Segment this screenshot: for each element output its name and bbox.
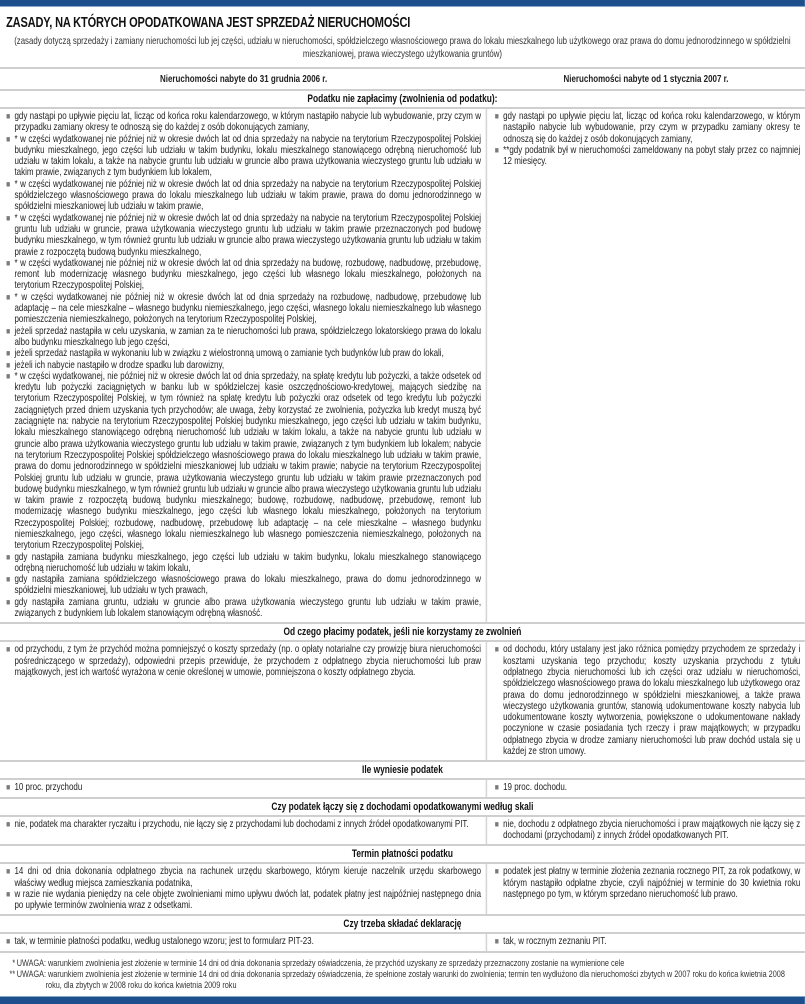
- list-item: [495, 866, 801, 900]
- list-item-text: tak, w terminie płatności podatku, według ustalonego wzoru; jest to formularz PIT-23.: [14, 935, 314, 948]
- section-cell-left: [0, 817, 487, 845]
- list-item-text: gdy nastąpi po upływie pięciu lat, licząc od końca roku kalendarzowego, w którym nastąpiło nabycie lub wybudowanie, przy czym w przypadku zamiany okresy te odnoszą się do każdej z osób dokonujących zamiany,: [14, 110, 482, 134]
- bullet-list: [6, 936, 481, 947]
- section-row: [0, 642, 805, 760]
- list-item-text: gdy nastąpiła zamiana gruntu, udziału w gruncie albo prawa użytkowania wieczystego gruntu lub udziału w takim prawie, związanych z budynkiem lub lokalem stanowiącym odrębną własność.: [14, 595, 482, 620]
- list-item-text: * w części wydatkowanej nie później niż w okresie dwóch lat od dnia sprzedaży na rozbudowę, nadbudowę, przebudowę lub adaptację – na cele mieszkalne – własnego budynku niemieszkalnego, jego części, własnego lokalu niemieszkalnego lub własnego pomieszczenia niemieszkalnego, położonych na terytorium Rzeczypospolitej Polskiej,: [14, 290, 482, 326]
- list-item-text: * w części wydatkowanej nie później niż w okresie dwóch lat od dnia sprzedaży na nabycie na terytorium Rzeczypospolitej Polskiej budynku mieszkalnego, jego części lub udziału w takim budynku, lokalu mieszkalnego stanowiącego odrębną nieruchomość lub udziału w takim lokalu, a także na nabycie gruntu lub udziału w gruncie albo prawa użytkowania wieczystego gruntu lub udziału w takim prawie, związanych z tym budynkiem lub lokalem,: [14, 132, 482, 179]
- bullet-icon: ■: [494, 644, 499, 655]
- section-cell-left: [0, 642, 487, 760]
- bullet-list: [495, 936, 801, 947]
- section-row: [0, 109, 805, 622]
- section-cell-left: [0, 780, 487, 796]
- list-item: [495, 111, 801, 145]
- bullet-icon: ■: [6, 782, 11, 793]
- section-heading: Czy trzeba składać deklarację: [343, 918, 462, 931]
- section-cell-left: [0, 934, 487, 950]
- bullet-list: [6, 819, 481, 830]
- bullet-list: [495, 111, 801, 167]
- list-item: [6, 111, 481, 134]
- list-item-text: * w części wydatkowanej, nie później niż w okresie dwóch lat od dnia sprzedaży, na spłatę kredytu lub pożyczki, a także odsetek od kredytu lub pożyczki zaciągniętych w banku lub w spółdzielczej kasie oszczędnościowo-kredytowej, mających siedzibę na terytorium Rzeczypospolitej Polskiej, w tym również na spłatę kredytu lub pożyczki oraz odsetek od tego kredytu lub pożyczki zaciągniętych przed dniem uzyskania tych przychodów; ale uwaga, żeby korzystać ze zwolnienia, pożyczka lub kredyt muszą być zaciągnięte na: nabycie na terytorium Rzeczypospolitej Polskiej budynku mieszkalnego, jego części lub udziału w takim budynku, lokalu mieszkalnego stanowiącego odrębną nieruchomość lub udziału w takim lokalu, a także na nabycie gruntu lub udziału w gruncie albo prawa użytkowania wieczystego gruntu lub udziału w takim prawie, związanych z tym budynkiem lub lokalem; nabycie na terytorium Rzeczypospolitej Polskiej spółdzielczego własnościowego prawa do lokalu mieszkalnego lub udziału w takim prawie, prawa do domu jednorodzinnego w spółdzielni mieszkaniowej lub udziału w takim prawie; nabycie na terytorium Rzeczypospolitej Polskiej gruntu lub udziału w gruncie, prawa użytkowania wieczystego gruntu lub udziału w takim prawie przeznaczonych pod budowę budynku mieszkalnego, w tym również gruntu lub udziału w gruncie albo prawa wieczystego użytkowania gruntu lub udziału w takim prawie z rozpoczętą budową budynku mieszkalnego; budowę, rozbudowę, nadbudowę, przebudowę, remont lub modernizację własnego budynku mieszkalnego, jego części lub własnego lokalu mieszkalnego, położonych na terytorium Rzeczypospolitej Polskiej; rozbudowę, nadbudowę, przebudowę lub adaptację – na cele mieszkalne – własnego budynku niemieszkalnego, jego części, własnego lokalu niemieszkalnego lub własnego pomieszczenia niemieszkalnego, położonych na terytorium Rzeczypospolitej Polskiej,: [14, 369, 482, 552]
- section-cell-left: [0, 109, 487, 622]
- list-item: [6, 134, 481, 179]
- footnote-mark: *: [12, 957, 16, 969]
- list-item-text: 14 dni od dnia dokonania odpłatnego zbycia na rachunek urzędu skarbowego, którym kieruje naczelnik urzędu skarbowego właściwy według miejsca zamieszkania podatnika,: [14, 865, 482, 889]
- bullet-icon: ■: [6, 936, 11, 947]
- list-item-text: jeżeli sprzedaż nastąpiła w celu uzyskania, w zamian za te nieruchomości lub prawa, spółdzielczego lokatorskiego prawa do lokalu albo budynku mieszkalnego lub jego części,: [14, 324, 482, 348]
- list-item: [6, 889, 481, 912]
- section-heading: Termin płatności podatku: [351, 848, 453, 861]
- list-item-text: * w części wydatkowanej nie później niż w okresie dwóch lat od dnia sprzedaży na nabycie na terytorium Rzeczypospolitej Polskiej gruntu lub udziału w gruncie, prawa użytkowania wieczystego gruntu lub udziału w takim prawie przeznaczonych pod budowę budynku mieszkalnego, w tym również gruntu lub udziału w gruncie albo prawa wieczystego użytkowania gruntu lub udziału w takim prawie z rozpoczętą budową budynku mieszkalnego,: [14, 211, 482, 258]
- list-item-text: podatek jest płatny w terminie złożenia zeznania rocznego PIT, za rok podatkowy, w którym nastąpiło odpłatne zbycie, czyli najpóźniej w terminie do 30 kwietnia roku następnego po tym, w którym sprzedano nieruchomość lub prawo.: [503, 865, 801, 900]
- footnote: [3, 969, 799, 991]
- list-item-text: 10 proc. przychodu: [14, 781, 83, 794]
- bullet-list: [6, 782, 481, 793]
- bullet-icon: ■: [6, 111, 11, 121]
- sections: [0, 89, 805, 953]
- list-item-text: od dochodu, który ustalany jest jako różnica pomiędzy przychodem ze sprzedaży i kosztami uzyskania tego przychodu; koszty uzyskania przychodu z tytułu odpłatnego zbycia nieruchomości lub ich części oraz udziału w nieruchomości, spółdzielczego własnościowego prawa do lokalu mieszkalnego lub użytkowego oraz prawa do domu jednorodzinnego w spółdzielni mieszkaniowej, a także prawa wieczystego użytkowania gruntów, stanowią udokumentowane koszty nabycia lub udokumentowane koszty wytworzenia, powiększone o udokumentowane nakłady poczynione w czasie posiadania tych rzeczy i praw majątkowych; w przypadku odpłatnego zbycia w drodze zamiany nieruchomości lub praw dochód ustala się u każdej ze stron umowy.: [503, 643, 801, 758]
- list-item: [6, 326, 481, 349]
- column-header-right: Nieruchomości nabyte od 1 stycznia 2007 r.: [563, 73, 729, 85]
- list-item: [6, 258, 481, 292]
- list-item: [6, 866, 481, 889]
- section-cell-right: [487, 109, 805, 622]
- list-item: [6, 292, 481, 326]
- bullet-icon: ■: [6, 888, 11, 899]
- bullet-list: [6, 111, 481, 619]
- bullet-icon: ■: [6, 133, 11, 144]
- footnote-text: UWAGA: warunkiem zwolnienia jest złożenie w terminie 14 dni od dnia dokonania sprzedaży oświadczenia, że przychód uzyskany ze sprzedaży przeznaczony zostanie na wymienione cele: [16, 957, 625, 969]
- list-item: [6, 213, 481, 258]
- bullet-list: [495, 819, 801, 842]
- bullet-icon: ■: [494, 866, 499, 877]
- list-item-text: * w części wydatkowanej nie później niż w okresie dwóch lat od dnia sprzedaży na budowę, rozbudowę, nadbudowę, przebudowę, remont lub modernizację własnego budynku mieszkalnego, jego części lub własnego lokalu mieszkalnego, położonych na terytorium Rzeczypospolitej Polskiej,: [14, 256, 482, 292]
- bullet-icon: ■: [494, 144, 499, 155]
- section-cell-right: [487, 780, 805, 796]
- bullet-icon: ■: [6, 325, 11, 336]
- list-item-text: * w części wydatkowanej nie później niż w okresie dwóch lat od dnia sprzedaży na nabycie na terytorium Rzeczypospolitej Polskiej spółdzielczego własnościowego prawa do lokalu mieszkalnego lub udziału w takim prawie, prawa do domu jednorodzinnego w spółdzielni mieszkaniowej lub udziału w takim prawie,: [14, 177, 482, 213]
- list-item: [6, 936, 481, 947]
- list-item-text: w razie nie wydania pieniędzy na cele objęte zwolnieniami mimo upływu dwóch lat, podatek płatny jest najpóźniej następnego dnia po upływie terminów zwolnienia wraz z odsetkami.: [14, 887, 482, 912]
- list-item-text: nie, dochodu z odpłatnego zbycia nieruchomości i praw majątkowych nie łączy się z dochodami (przychodami) z innych źródeł opodatkowanych PIT.: [503, 817, 801, 841]
- footnote-text: UWAGA: warunkiem zwolnienia jest złożenie w terminie 14 dni od dnia dokonania sprzedaży oświadczenia, że spełnione zostały warunki do zwolnienia; termin ten wydłużono dla nieruchomości zbytych w 2007 roku do końca kwietnia 2008 roku, dla zbytych w 2008 roku do końca kwietnia 2009 roku: [16, 968, 785, 991]
- section-heading: Czy podatek łączy się z dochodami opodatkowanymi według skali: [271, 800, 534, 813]
- list-item: [6, 179, 481, 213]
- list-item-text: gdy nastąpiła zamiana budynku mieszkalnego, jego części lub udziału w takim budynku, lokalu mieszkalnego stanowiącego odrębną nieruchomość lub udziału w takim lokalu,: [14, 550, 482, 574]
- section-heading: Od czego płacimy podatek, jeśli nie korzystamy ze zwolnień: [283, 626, 522, 639]
- bullet-list: [495, 866, 801, 900]
- bottom-accent-bar: [0, 996, 805, 1004]
- list-item: [6, 782, 481, 793]
- section-heading: Ile wyniesie podatek: [361, 764, 443, 777]
- bullet-icon: ■: [6, 866, 11, 877]
- list-item-text: gdy nastąpiła zamiana spółdzielczego własnościowego prawa do lokalu mieszkalnego, prawa do domu jednorodzinnego w spółdzielni mieszkaniowej, lub udziału w tych prawach,: [14, 573, 482, 597]
- page-subtitle: (zasady dotyczą sprzedaży i zamiany nieruchomości lub jej części, udziału w nieruchomości, spółdzielczego własnościowego prawa do lokalu mieszkalnego lub użytkowego oraz prawa do domu jednorodzinnego w spółdzielni mieszkaniowej, prawa wieczystego użytkowania gruntów): [14, 36, 791, 60]
- bullet-icon: ■: [6, 212, 11, 223]
- footnote-mark: **: [9, 968, 16, 980]
- footnote: [3, 958, 799, 969]
- list-item: [495, 936, 801, 947]
- top-accent-bar: [0, 0, 805, 7]
- list-item: [6, 552, 481, 575]
- bullet-icon: ■: [494, 818, 499, 829]
- bullet-icon: ■: [6, 551, 11, 562]
- bullet-list: [6, 644, 481, 678]
- section-cell-left: [0, 864, 487, 914]
- list-item-text: jeżeli ich nabycie nastąpiło w drodze spadku lub darowizny,: [14, 358, 225, 371]
- bullet-icon: ■: [6, 359, 11, 370]
- list-item: [6, 819, 481, 830]
- section-cell-right: [487, 642, 805, 760]
- list-item-text: **gdy podatnik był w nieruchomości zameldowany na pobyt stały przez co najmniej 12 miesięcy.: [503, 143, 801, 168]
- list-item-text: 19 proc. dochodu.: [503, 781, 568, 794]
- section-row: [0, 780, 805, 796]
- list-item-text: gdy nastąpi po upływie pięciu lat, licząc od końca roku kalendarzowego, w którym nastąpiło nabycie lub wybudowanie, przy czym w przypadku zamiany okresy te odnoszą się do każdej z osób dokonujących zamiany,: [503, 110, 801, 145]
- bullet-icon: ■: [6, 644, 11, 655]
- bullet-icon: ■: [6, 348, 11, 359]
- list-item-text: nie, podatek ma charakter ryczałtu i przychodu, nie łączy się z przychodami lub dochodami z innych źródeł opodatkowanymi PIT.: [14, 817, 469, 830]
- column-headers: [0, 69, 805, 89]
- list-item: [495, 819, 801, 842]
- section-cell-right: [487, 864, 805, 914]
- footnotes: [3, 958, 799, 991]
- section-cell-right: [487, 934, 805, 950]
- list-item: [6, 597, 481, 620]
- list-item: [6, 574, 481, 597]
- bullet-icon: ■: [6, 574, 11, 585]
- bullet-icon: ■: [6, 257, 11, 268]
- column-header-left: Nieruchomości nabyte do 31 grudnia 2006 r.: [159, 73, 328, 85]
- list-item-text: tak, w rocznym zeznaniu PIT.: [503, 935, 607, 948]
- list-item: [495, 145, 801, 168]
- list-item: [6, 371, 481, 552]
- list-item-text: od przychodu, z tym że przychód można pomniejszyć o koszty sprzedaży (np. o opłaty notarialne czy prowizję biura nieruchomości pośredniczącego w sprzedaży), odpowiedni przepis przewiduje, że przychodem z odpłatnego zbycia nieruchomości lub praw majątkowych, jest ich wartość wyrażona w cenie określonej w umowie, pomniejszona o koszty odpłatnego zbycia.: [14, 643, 482, 678]
- bullet-list: [495, 644, 801, 757]
- section-heading: Podatku nie zapłacimy (zwolnienia od podatku):: [307, 93, 498, 105]
- list-item: [495, 644, 801, 757]
- bullet-icon: ■: [6, 818, 11, 829]
- divider: [0, 951, 805, 953]
- bullet-icon: ■: [494, 782, 499, 793]
- bullet-icon: ■: [494, 111, 499, 121]
- section-row: [0, 864, 805, 914]
- bullet-list: [6, 866, 481, 911]
- bullet-icon: ■: [494, 936, 499, 947]
- bullet-icon: ■: [6, 291, 11, 302]
- page-title: ZASADY, NA KTÓRYCH OPODATKOWANA JEST SPRZEDAŻ NIERUCHOMOŚCI: [6, 15, 411, 31]
- list-item-text: jeżeli sprzedaż nastąpiła w wykonaniu lub w związku z wielostronną umową o zamianie tych budynków lub praw do lokali,: [14, 347, 444, 360]
- bullet-list: [495, 782, 801, 793]
- bullet-icon: ■: [6, 178, 11, 189]
- list-item: [495, 782, 801, 793]
- section-row: [0, 817, 805, 845]
- bullet-icon: ■: [6, 370, 11, 381]
- section-row: [0, 934, 805, 950]
- list-item: [6, 644, 481, 678]
- section-cell-right: [487, 817, 805, 845]
- bullet-icon: ■: [6, 596, 11, 607]
